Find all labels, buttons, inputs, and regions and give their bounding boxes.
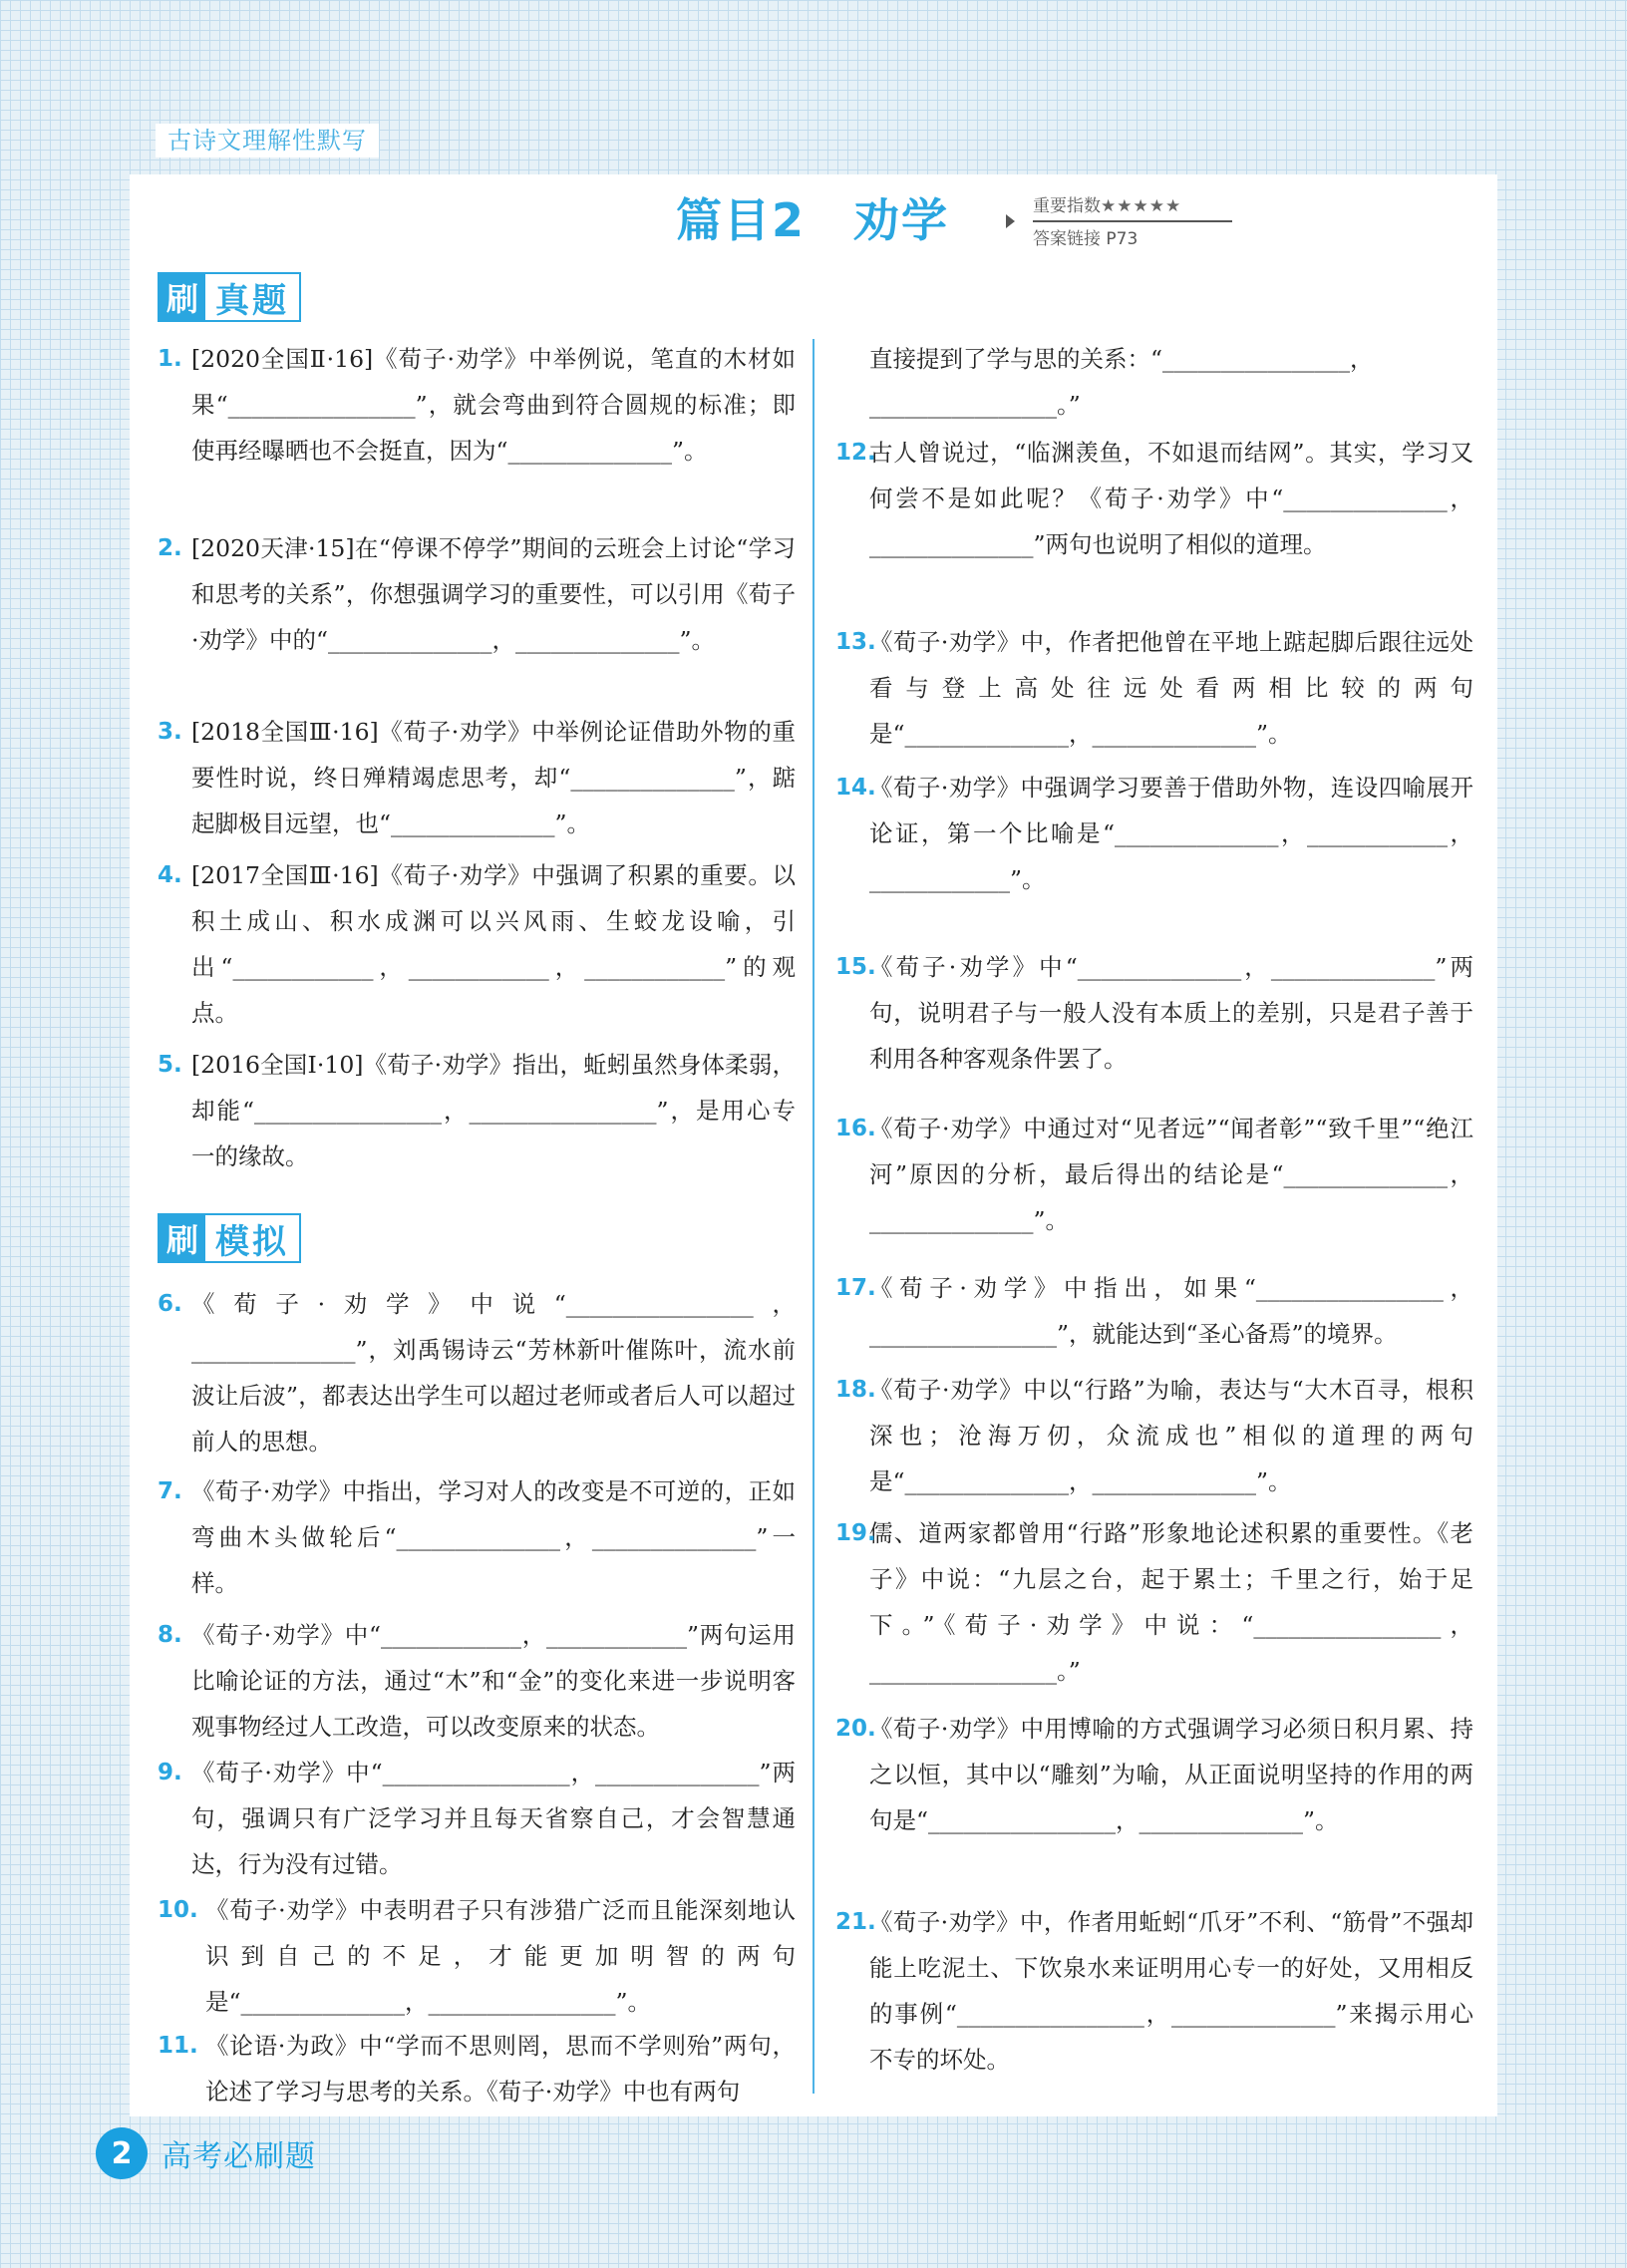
- question-number: 2.: [158, 535, 182, 561]
- importance-label: 重要指数: [1033, 196, 1101, 216]
- question-text: 《荀子·劝学》中表明君子只有涉猎广泛而且能深刻地认识到自己的不足，才能更加明智的两句是“______________，________________”。: [205, 1896, 796, 2016]
- question-17: [835, 1265, 1473, 1357]
- question-text: 古人曾说过，“临渊羡鱼，不如退而结网”。其实，学习又何尝不是如此呢？《荀子·劝学》中“______________，______________”两句也说明了相似的道理。: [869, 439, 1473, 558]
- question-number: 7.: [158, 1478, 182, 1504]
- question-text: 直接提到了学与思的关系：“________________，________________。”: [869, 345, 1374, 419]
- question-10: [158, 1887, 796, 2025]
- question-text: 《荀子·劝学》中通过对“见者远”“闻者彰”“致千里”“绝江河”原因的分析，最后得出的结论是“______________，______________”。: [869, 1115, 1473, 1234]
- question-8: [158, 1612, 796, 1750]
- question-text: 《论语·为政》中“学而不思则罔，思而不学则殆”两句，论述了学习与思考的关系。《荀子·劝学》中也有两句: [205, 2032, 796, 2106]
- question-18: [835, 1367, 1473, 1504]
- question-text: 《荀子·劝学》中，作者把他曾在平地上踮起脚后跟往远处看与登上高处往远处看两相比较的两句是“______________，______________”。: [869, 628, 1473, 748]
- question-number: 12.: [835, 440, 876, 466]
- section-badge: 刷: [160, 1215, 205, 1261]
- question-16: [835, 1106, 1473, 1243]
- title-row: [130, 174, 1497, 264]
- question-text: 《荀子·劝学》中强调学习要善于借助外物，连设四喻展开论证，第一个比喻是“______________，____________，____________”。: [869, 774, 1473, 893]
- question-number: 13.: [835, 629, 876, 655]
- question-text: [2016全国Ⅰ·10]《荀子·劝学》指出，蚯蚓虽然身体柔弱，却能“________________，________________”，是用心专一的缘故。: [191, 1051, 796, 1170]
- question-11: [158, 2023, 796, 2114]
- question-text: [2020全国Ⅱ·16]《荀子·劝学》中举例说，笔直的木材如果“________________”，就会弯曲到符合圆规的标准；即使再经曝晒也不会挺直，因为“______________”。: [191, 345, 796, 465]
- question-text: 儒、道两家都曾用“行路”形象地论述积累的重要性。《老子》中说：“九层之台，起于累土；千里之行，始于足下。”《荀子·劝学》中说：“________________，________________。”: [869, 1519, 1473, 1685]
- section-label: 模拟: [215, 1221, 289, 1262]
- question-number: 8.: [158, 1622, 182, 1648]
- book-title: 高考必刷题: [162, 2139, 316, 2174]
- question-7: [158, 1468, 796, 1606]
- question-number: 18.: [835, 1377, 876, 1403]
- page-title: 篇目2 劝学: [676, 193, 950, 247]
- question-20: [835, 1706, 1473, 1843]
- question-number: 21.: [835, 1909, 876, 1935]
- question-number: 6.: [158, 1291, 182, 1317]
- question-number: 9.: [158, 1760, 182, 1785]
- question-number: 10.: [158, 1897, 198, 1923]
- question-number: 11.: [158, 2033, 198, 2059]
- question-4: [158, 852, 796, 1036]
- question-13: [835, 619, 1473, 757]
- question-5: [158, 1042, 796, 1179]
- question-number: 5.: [158, 1052, 182, 1078]
- question-3: [158, 709, 796, 846]
- star-rating-icon: ★★★★★: [1101, 196, 1182, 216]
- question-text: [2017全国Ⅲ·16]《荀子·劝学》中强调了积累的重要。以积土成山、积水成渊可以兴风雨、生蛟龙设喻，引出“____________，____________，____________”的观点。: [191, 861, 796, 1027]
- question-6: [158, 1281, 796, 1464]
- question-9: [158, 1750, 796, 1887]
- question-text: 《荀子·劝学》中“______________，______________”两句，说明君子与一般人没有本质上的差别，只是君子善于利用各种客观条件罢了。: [869, 953, 1473, 1073]
- question-text: 《荀子·劝学》中“________________，______________”两句，强调只有广泛学习并且每天省察自己，才会智慧通达，行为没有过错。: [191, 1759, 796, 1878]
- question-11-continued: [835, 336, 1473, 428]
- page-number: 2: [96, 2127, 148, 2179]
- column-divider: [813, 339, 814, 2094]
- question-text: [2020天津·15]在“停课不停学”期间的云班会上讨论“学习和思考的关系”，你想强调学习的重要性，可以引用《荀子·劝学》中的“______________，______________”。: [191, 534, 796, 654]
- importance-rating: [1033, 194, 1232, 222]
- question-text: 《荀子·劝学》中用博喻的方式强调学习必须日积月累、持之以恒，其中以“雕刻”为喻，从正面说明坚持的作用的两句是“________________，______________”。: [869, 1715, 1473, 1834]
- question-number: 16.: [835, 1116, 876, 1141]
- answer-link: 答案链接 P73: [1033, 229, 1139, 249]
- question-14: [835, 765, 1473, 902]
- question-number: 19.: [835, 1520, 876, 1546]
- question-number: 15.: [835, 954, 876, 980]
- question-text: 《荀子·劝学》中指出，如果“________________，________________”，就能达到“圣心备焉”的境界。: [869, 1274, 1473, 1348]
- question-19: [835, 1510, 1473, 1694]
- question-text: 《荀子·劝学》中，作者用蚯蚓“爪牙”不利、“筋骨”不强却能上吃泥土、下饮泉水来证明用心专一的好处，又用相反的事例“________________，______________”来揭示用心不专的坏处。: [869, 1908, 1473, 2074]
- triangle-arrow-icon: [1006, 214, 1015, 228]
- question-number: 1.: [158, 346, 182, 372]
- question-2: [158, 525, 796, 663]
- question-21: [835, 1899, 1473, 2083]
- question-text: 《荀子·劝学》中说“________________，______________”，刘禹锡诗云“芳林新叶催陈叶，流水前波让后波”，都表达出学生可以超过老师或者后人可以超过前人的思想。: [191, 1290, 796, 1456]
- question-number: 20.: [835, 1716, 876, 1742]
- question-text: 《荀子·劝学》中“____________，____________”两句运用比喻论证的方法，通过“木”和“金”的变化来进一步说明客观事物经过人工改造，可以改变原来的状态。: [191, 1621, 796, 1741]
- question-text: 《荀子·劝学》中以“行路”为喻，表达与“大木百寻，根积深也；沧海万仞，众流成也”相似的道理的两句是“______________，______________”。: [869, 1376, 1473, 1495]
- question-number: 14.: [835, 775, 876, 801]
- question-15: [835, 944, 1473, 1082]
- section-badge: 刷: [160, 274, 205, 320]
- question-text: 《荀子·劝学》中指出，学习对人的改变是不可逆的，正如弯曲木头做轮后“______________，______________”一样。: [191, 1477, 796, 1597]
- section-header-mock: [158, 1213, 301, 1263]
- question-number: 3.: [158, 719, 182, 745]
- question-number: 4.: [158, 862, 182, 888]
- section-label: 真题: [215, 280, 289, 321]
- category-tag: 古诗文理解性默写: [156, 124, 379, 158]
- question-text: [2018全国Ⅲ·16]《荀子·劝学》中举例论证借助外物的重要性时说，终日殚精竭虑思考，却“______________”，踮起脚极目远望，也“______________”。: [191, 718, 796, 837]
- section-header-real: [158, 272, 301, 322]
- question-12: [835, 430, 1473, 567]
- question-1: [158, 336, 796, 474]
- question-number: 17.: [835, 1275, 876, 1301]
- page-sheet: [130, 174, 1497, 2116]
